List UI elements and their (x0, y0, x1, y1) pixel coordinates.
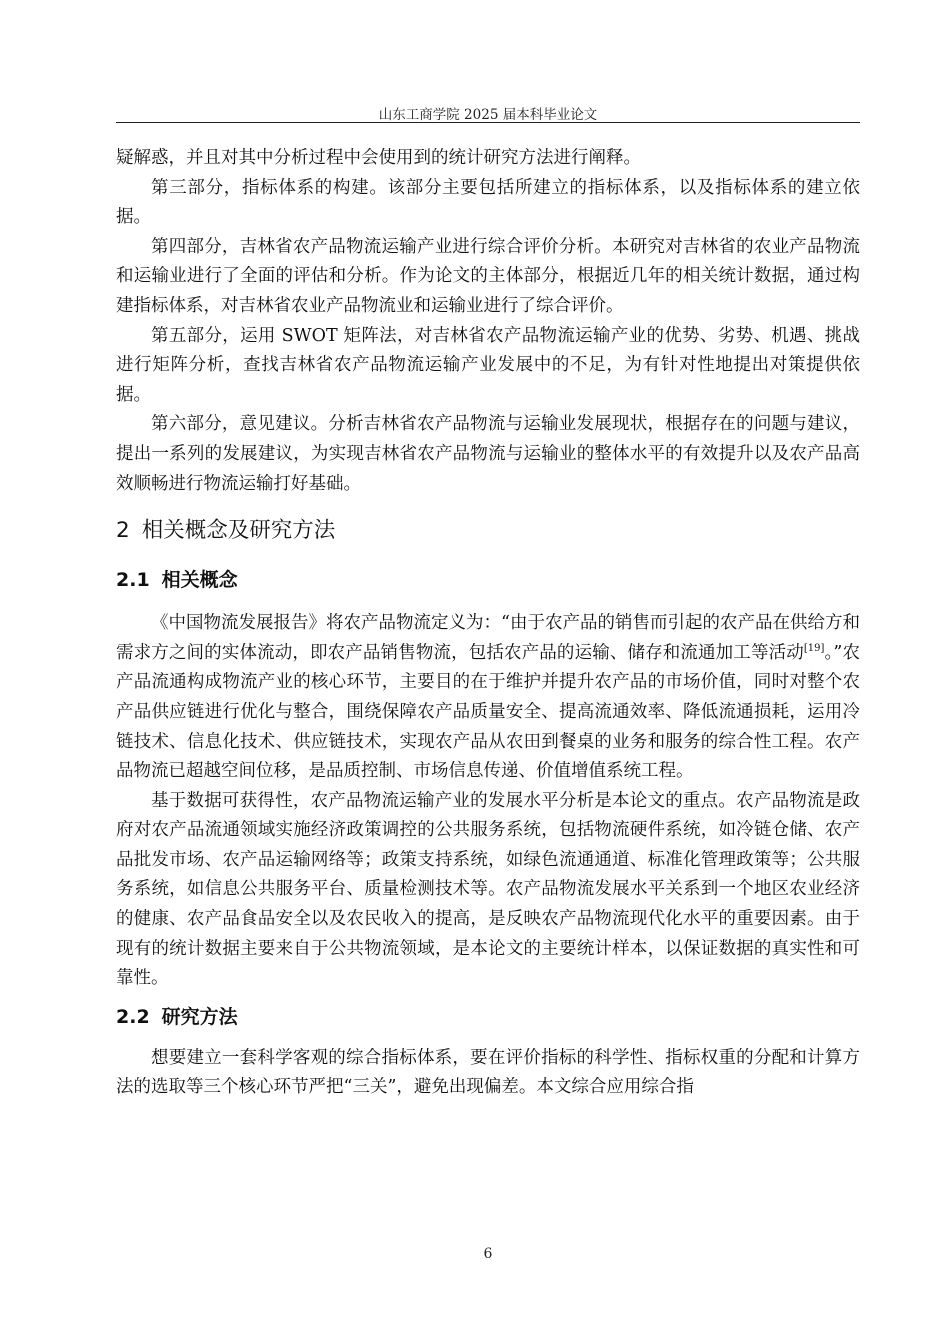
paragraph-methods: 想要建立一套科学客观的综合指标体系，要在评价指标的科学性、指标权重的分配和计算方法的选取等三个核心环节严把“三关”，避免出现偏差。本文综合应用综合指 (116, 1047, 860, 1098)
section-number: 2 (116, 518, 130, 544)
subsection-number: 2.2 (116, 1005, 150, 1028)
definition-text: 《中国物流发展报告》将农产品物流定义为：“由于农产品的销售而引起的农产品在供给方和需求方之间的实体流动，即农产品销售物流，包括农产品的运输、储存和流通加工等活动 (116, 613, 860, 663)
section-heading-2 (116, 516, 860, 546)
paragraph-part-three: 第三部分，指标体系的构建。该部分主要包括所建立的指标体系，以及指标体系的建立依据。 (116, 177, 860, 228)
citation-marker: [19] (803, 642, 825, 654)
paragraph-data-basis: 基于数据可获得性，农产品物流运输产业的发展水平分析是本论文的重点。农产品物流是政府对农产品流通领域实施经济政策调控的公共服务系统，包括物流硬件系统，如冷链仓储、农产品批发市场、农产品运输网络等；政策支持系统，如绿色流通通道、标准化管理政策等；公共服务系统，如信息公共服务平台、质量检测技术等。农产品物流发展水平关系到一个地区农业经济的健康、农产品食品安全以及农民收入的提高，是反映农产品物流现代化水平的重要因素。由于现有的统计数据主要来自于公共物流领域，是本论文的主要统计样本，以保证数据的真实性和可靠性。 (116, 790, 860, 989)
subsection-number: 2.1 (116, 569, 150, 592)
paragraph-part-four: 第四部分，吉林省农产品物流运输产业进行综合评价分析。本研究对吉林省的农业产品物流和运输业进行了全面的评估和分析。作为论文的主体部分，根据近几年的相关统计数据，通过构建指标体系，对吉林省农业产品物流业和运输业进行了综合评价。 (116, 236, 860, 316)
section-title: 相关概念及研究方法 (141, 518, 336, 544)
page-number: 6 (483, 1246, 493, 1262)
subsection-heading-2-1 (116, 565, 860, 595)
subsection-title: 相关概念 (161, 569, 238, 592)
subsection-heading-2-2 (116, 1002, 860, 1032)
paragraph-part-six: 第六部分，意见建议。分析吉林省农产品物流与运输业发展现状，根据存在的问题与建议，提出一系列的发展建议，为实现吉林省农产品物流与运输业的整体水平的有效提升以及农产品高效顺畅进行物流运输打好基础。 (116, 414, 860, 494)
subsection-title: 研究方法 (161, 1005, 238, 1028)
paragraph-part-five: 第五部分，运用 SWOT 矩阵法，对吉林省农产品物流运输产业的优势、劣势、机遇、挑战进行矩阵分析，查找吉林省农产品物流运输产业发展中的不足，为有针对性地提出对策提供依据。 (116, 325, 860, 405)
definition-text-continued: 。”农产品流通构成物流产业的核心环节，主要目的在于维护并提升农产品的市场价值，同时对整个农产品供应链进行优化与整合，围绕保障农产品质量安全、提高流通效率、降低流通损耗，运用冷链技术、信息化技术、供应链技术，实现农产品从农田到餐桌的业务和服务的综合性工程。农产品物流已超越空间位移，是品质控制、市场信息传递、价值增值系统工程。 (116, 642, 860, 782)
paragraph-definition (116, 609, 860, 787)
paragraph-continued: 疑解惑，并且对其中分析过程中会使用到的统计研究方法进行阐释。 (116, 148, 641, 168)
body-text (116, 144, 860, 1103)
header-divider (116, 122, 860, 123)
running-header: 山东工商学院 2025 届本科毕业论文 (378, 107, 598, 123)
